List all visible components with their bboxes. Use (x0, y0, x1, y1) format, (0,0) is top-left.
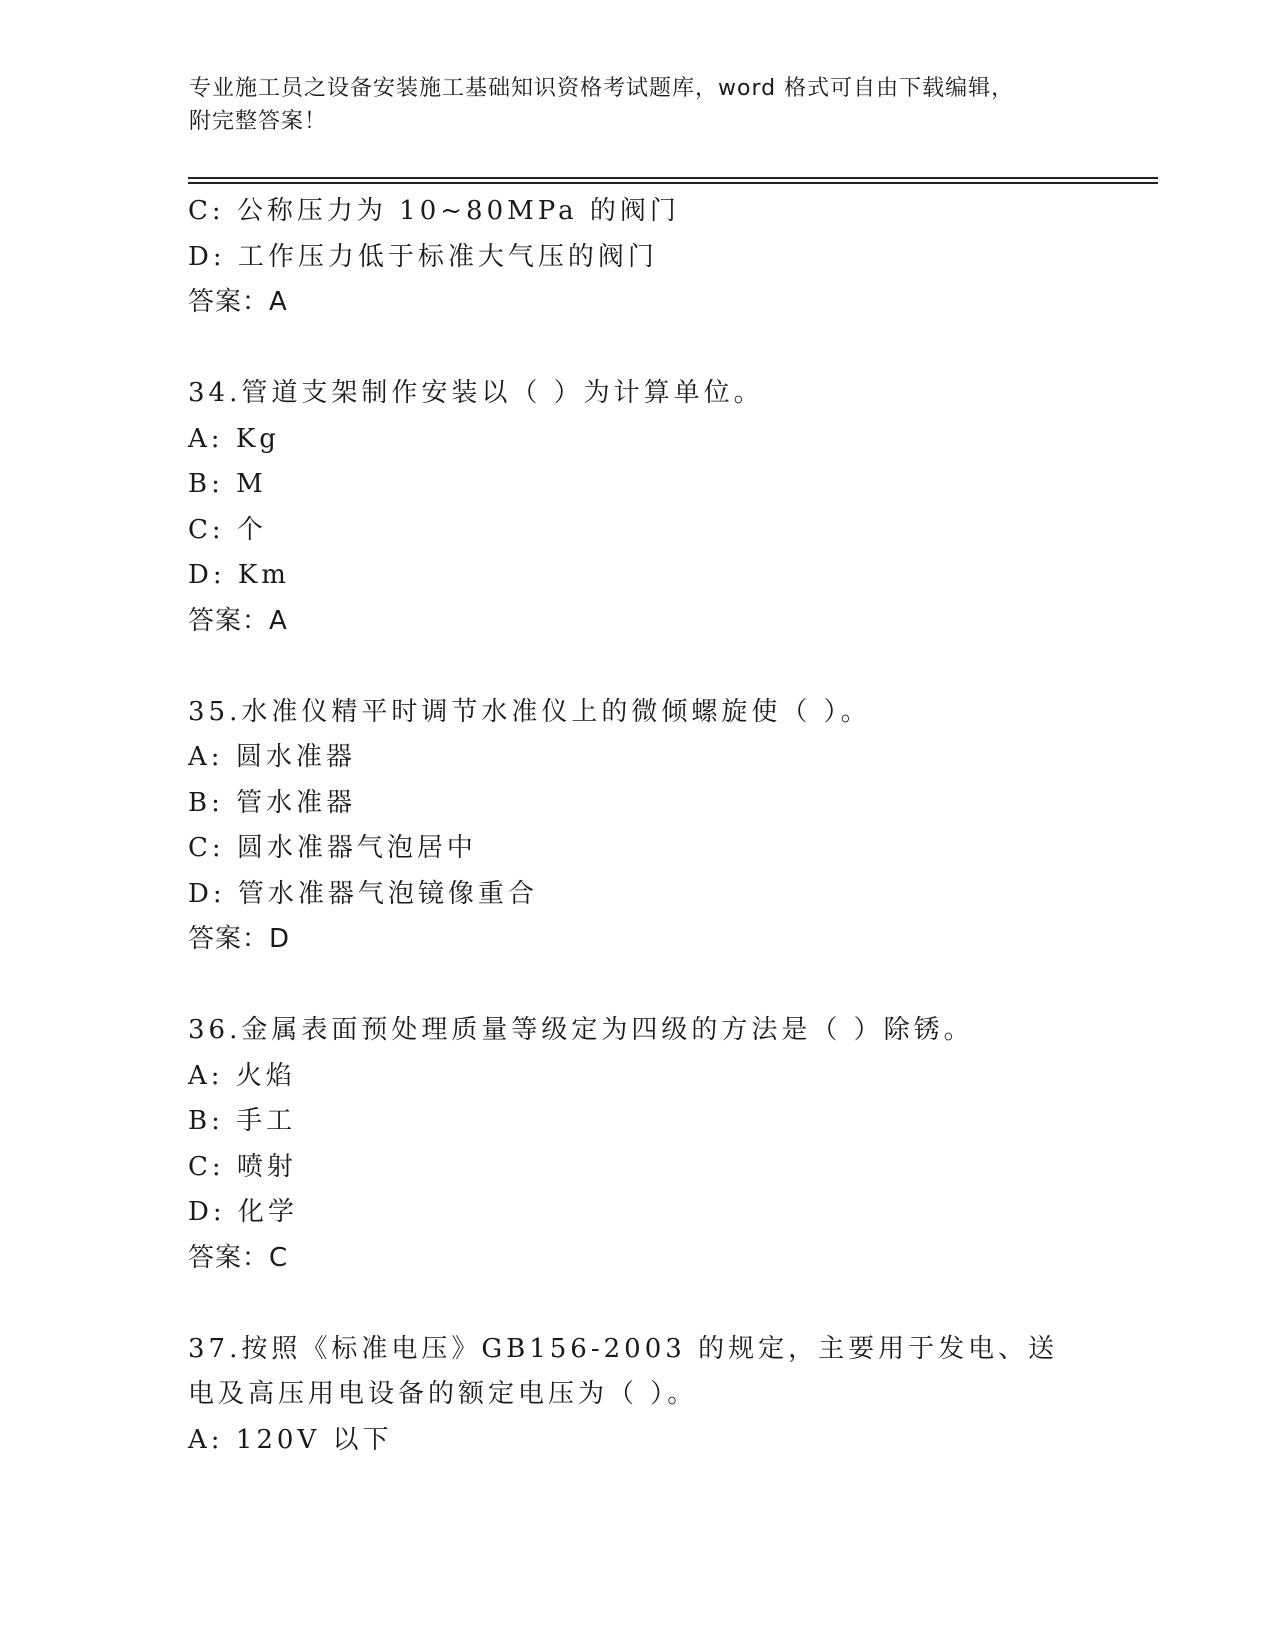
document-header (189, 72, 1109, 138)
option-text: 工作压力低于标准大气压的阀门 (237, 241, 658, 272)
option-label: C: (188, 196, 237, 226)
option-c (188, 189, 1128, 235)
option-d (188, 1190, 1128, 1236)
option-label: B: (188, 469, 237, 499)
header-divider-top (188, 177, 1158, 179)
option-text: 手工 (236, 1106, 297, 1136)
option-a (188, 735, 1128, 781)
option-d (188, 235, 1128, 281)
option-text: 管水准器气泡镜像重合 (237, 878, 538, 909)
answer-line: 答案：C (188, 1242, 289, 1273)
question-spacer (188, 963, 1128, 1009)
header-line-2: 附完整答案！ (189, 109, 328, 134)
answer-line: 答案：D (188, 924, 291, 954)
option-text: Kg (235, 423, 280, 454)
option-label: C: (188, 514, 237, 545)
option-c (188, 508, 1128, 554)
option-label: A: (188, 1424, 236, 1455)
option-text: 化学 (237, 1197, 298, 1227)
question-35 (188, 690, 1128, 963)
question-stem: 35.水准仪精平时调节水准仪上的微倾螺旋使（ ）。 (188, 696, 871, 727)
option-text: 公称压力为 10~80MPa 的阀门 (236, 196, 680, 226)
option-d (188, 872, 1128, 918)
option-label: C: (188, 1151, 237, 1182)
header-line-1: 专业施工员之设备安装施工基础知识资格考试题库，word 格式可自由下载编辑， (189, 76, 1015, 101)
question-spacer (188, 1281, 1128, 1327)
answer-line: 答案：A (188, 287, 288, 317)
question-stem: 36.金属表面预处理质量等级定为四级的方法是（ ）除锈。 (188, 1015, 974, 1045)
question-list (188, 189, 1128, 1463)
option-text: M (236, 469, 267, 499)
option-label: B: (188, 787, 237, 818)
option-label: A: (188, 423, 236, 454)
option-label: D: (188, 560, 238, 590)
header-divider-bottom (188, 182, 1158, 184)
question-stem: 34.管道支架制作安装以（ ）为计算单位。 (188, 378, 764, 408)
option-a (188, 1054, 1128, 1100)
option-d (188, 553, 1128, 599)
option-c (188, 826, 1128, 872)
option-label: A: (188, 1060, 236, 1091)
option-text: 火焰 (235, 1060, 296, 1091)
option-text: 管水准器 (236, 787, 357, 818)
question-36 (188, 1008, 1128, 1281)
question-spacer (188, 326, 1128, 372)
option-text: Km (237, 560, 290, 590)
option-c (188, 1145, 1128, 1191)
question-spacer (188, 644, 1128, 690)
option-a (188, 417, 1128, 463)
option-text: 喷射 (236, 1151, 297, 1182)
option-label: A: (188, 742, 236, 772)
option-label: D: (188, 241, 238, 272)
answer-line: 答案：A (188, 605, 288, 636)
option-label: B: (188, 1106, 237, 1136)
question-33-continued (188, 189, 1128, 326)
option-b (188, 462, 1128, 508)
option-text: 圆水准器气泡居中 (236, 833, 477, 863)
option-b (188, 781, 1128, 827)
option-label: D: (188, 878, 238, 909)
option-b (188, 1099, 1128, 1145)
option-text: 圆水准器 (235, 742, 356, 772)
question-stem: 37.按照《标准电压》GB156-2003 的规定，主要用于发电、送电及高压用电设备的额定电压为（ ）。 (188, 1333, 1059, 1409)
option-a (188, 1418, 1128, 1464)
option-text: 120V 以下 (235, 1424, 393, 1455)
option-label: C: (188, 833, 237, 863)
question-37 (188, 1327, 1128, 1464)
question-34 (188, 371, 1128, 644)
option-label: D: (188, 1197, 238, 1227)
option-text: 个 (236, 514, 267, 545)
